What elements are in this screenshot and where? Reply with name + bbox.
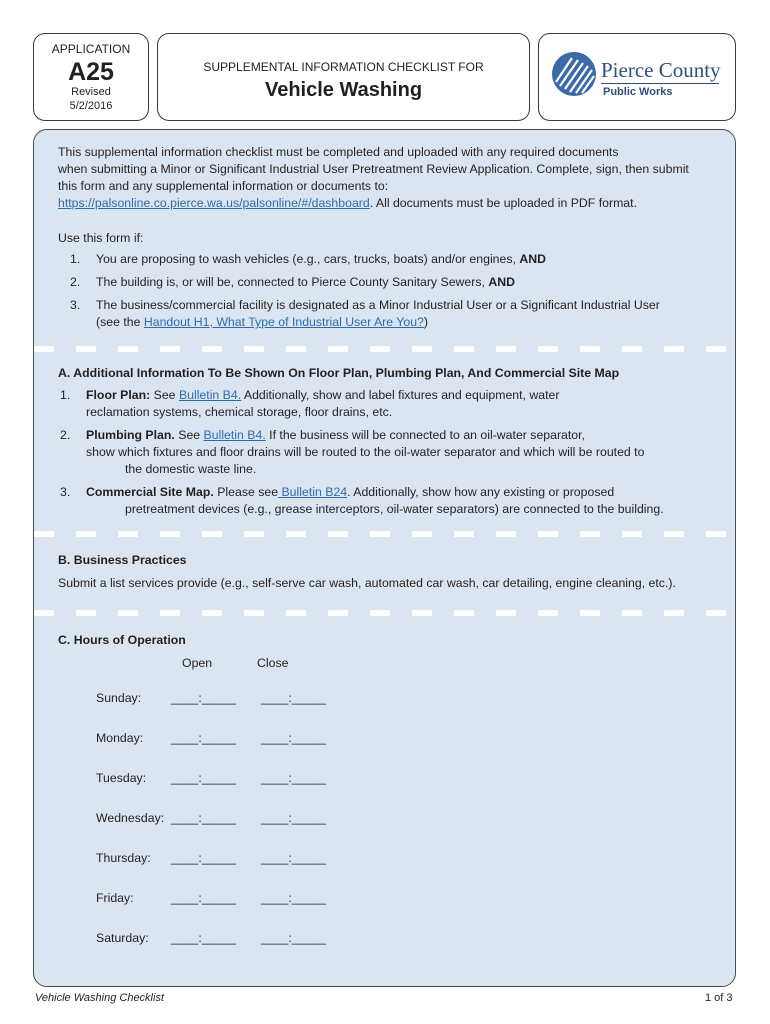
intro-line-1: This supplemental information checklist must be completed and uploaded with any required documents	[58, 145, 619, 159]
a-item-2-line-3: the domestic waste line.	[125, 462, 257, 476]
bulletin-b4-link[interactable]: Bulletin B4.	[178, 388, 242, 402]
saturday-close-field[interactable]: ____:_____	[261, 931, 326, 945]
thursday-open-field[interactable]: ____:_____	[171, 851, 236, 865]
close-column-label: Close	[257, 656, 289, 670]
day-label: Sunday:	[96, 691, 142, 705]
intro-line-3: this form and any supplemental information or documents to:	[58, 179, 389, 193]
section-b-heading: B. Business Practices	[58, 553, 187, 567]
revised-date: 5/2/2016	[69, 100, 113, 112]
use-item-2-number: 2.	[70, 275, 81, 289]
title-subtitle: SUPPLEMENTAL INFORMATION CHECKLIST FOR	[203, 60, 484, 74]
pierce-county-logo-icon	[552, 52, 596, 96]
a-item-2-number: 2.	[60, 428, 71, 442]
palsonline-link[interactable]: https://palsonline.co.pierce.wa.us/palsonline/#/dashboard	[58, 196, 370, 210]
bulletin-b4-link-2[interactable]: Bulletin B4.	[203, 428, 266, 442]
a-item-2: Plumbing Plan. See Bulletin B4. If the business will be connected to an oil-water separator,	[86, 428, 585, 442]
use-item-3: The business/commercial facility is designated as a Minor Industrial User or a Significant Industrial User	[96, 298, 660, 312]
page-title: Vehicle Washing	[264, 79, 423, 101]
monday-open-field[interactable]: ____:_____	[171, 731, 236, 745]
use-item-3-number: 3.	[70, 298, 81, 312]
wednesday-open-field[interactable]: ____:_____	[171, 811, 236, 825]
footer-title: Vehicle Washing Checklist	[35, 992, 165, 1004]
open-column-label: Open	[182, 656, 213, 670]
day-label: Thursday:	[96, 851, 151, 865]
application-label: APPLICATION	[51, 42, 131, 56]
tuesday-open-field[interactable]: ____:_____	[171, 771, 236, 785]
section-divider	[34, 346, 735, 352]
use-form-heading: Use this form if:	[58, 231, 144, 245]
logo-divider	[601, 83, 719, 84]
a-item-3-line-2: pretreatment devices (e.g., grease interceptors, oil-water separators) are connected to the building.	[125, 502, 664, 516]
sunday-open-field[interactable]: ____:_____	[171, 691, 236, 705]
use-item-3-cont: (see the Handout H1, What Type of Industrial User Are You?)	[96, 315, 429, 329]
intro-line-2: when submitting a Minor or Significant Industrial User Pretreatment Review Application. Complete, sign, then submit	[58, 162, 689, 176]
intro-line-4	[58, 195, 637, 212]
friday-close-field[interactable]: ____:_____	[261, 891, 326, 905]
friday-open-field[interactable]: ____:_____	[171, 891, 236, 905]
section-b-text: Submit a list services provide (e.g., self-serve car wash, automated car wash, car detailing, engine cleaning, etc.).	[58, 576, 676, 590]
bulletin-b24-link[interactable]: Bulletin B24	[278, 485, 348, 499]
logo-box	[538, 33, 736, 121]
wednesday-close-field[interactable]: ____:_____	[261, 811, 326, 825]
monday-close-field[interactable]: ____:_____	[261, 731, 326, 745]
a-item-1: Floor Plan: See Bulletin B4. Additionally, show and label fixtures and equipment, water	[86, 388, 560, 402]
revised-label: Revised	[71, 86, 111, 98]
page-number: 1 of 3	[705, 992, 733, 1004]
application-box	[33, 33, 149, 121]
day-label: Friday:	[96, 891, 134, 905]
a-item-3: Commercial Site Map. Please see Bulletin B24. Additionally, show how any existing or proposed	[86, 485, 615, 499]
section-divider	[34, 531, 735, 537]
saturday-open-field[interactable]: ____:_____	[171, 931, 236, 945]
title-box	[157, 33, 530, 121]
main-panel	[33, 129, 736, 987]
application-code: A25	[68, 58, 114, 86]
use-item-2: The building is, or will be, connected to Pierce County Sanitary Sewers, AND	[96, 275, 515, 289]
a-item-1-number: 1.	[60, 388, 71, 402]
day-label: Saturday:	[96, 931, 149, 945]
a-item-3-number: 3.	[60, 485, 71, 499]
use-item-1: You are proposing to wash vehicles (e.g., cars, trucks, boats) and/or engines, AND	[96, 252, 546, 266]
logo-name: Pierce County	[601, 58, 721, 82]
a-item-2-line-2: show which fixtures and floor drains will be routed to the oil-water separator and which will be routed to	[86, 445, 645, 459]
intro-after-url: . All documents must be uploaded in PDF format.	[369, 196, 637, 210]
logo-subtitle: Public Works	[603, 86, 673, 98]
thursday-close-field[interactable]: ____:_____	[261, 851, 326, 865]
use-item-1-number: 1.	[70, 252, 81, 266]
handout-h1-link[interactable]: Handout H1, What Type of Industrial User Are You?	[143, 315, 424, 329]
sunday-close-field[interactable]: ____:_____	[261, 691, 326, 705]
a-item-1-line-2: reclamation systems, chemical storage, floor drains, etc.	[86, 405, 393, 419]
day-label: Monday:	[96, 731, 144, 745]
day-label: Tuesday:	[96, 771, 147, 785]
day-label: Wednesday:	[96, 811, 165, 825]
section-a-heading: A. Additional Information To Be Shown On Floor Plan, Plumbing Plan, And Commercial Site Map	[58, 366, 620, 380]
section-c-heading: C. Hours of Operation	[58, 633, 186, 647]
tuesday-close-field[interactable]: ____:_____	[261, 771, 326, 785]
section-divider	[34, 610, 735, 616]
